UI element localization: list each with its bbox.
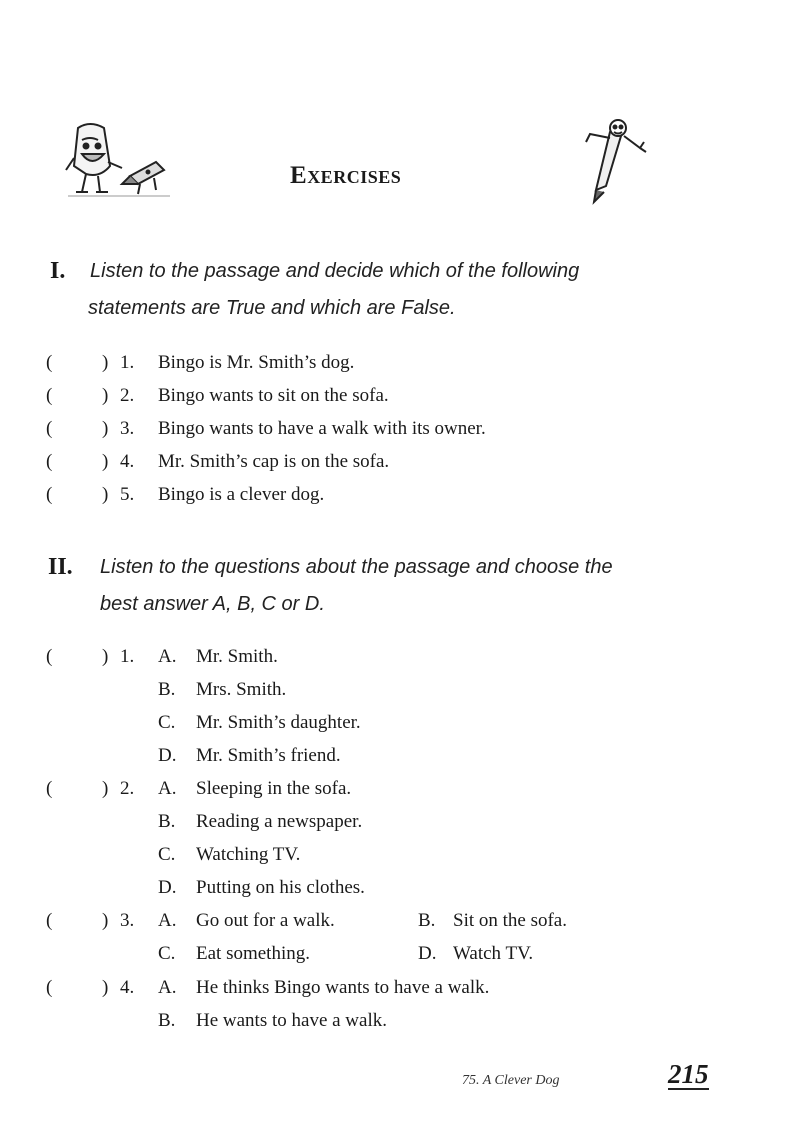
tf-item-4: ( ) 4. Mr. Smith’s cap is on the sofa. [46, 451, 390, 472]
mc-q1-option-b: B. Mrs. Smith. [158, 679, 287, 700]
page-number: 215 [668, 1059, 709, 1089]
section-1-number: I. [50, 258, 66, 284]
mc-question-3: ( ) 3. A. Go out for a walk. B. Sit on the sofa. [46, 910, 567, 931]
tf-item-2: ( ) 2. Bingo wants to sit on the sofa. [46, 385, 389, 406]
section-2-number: II. [48, 554, 73, 580]
page-title: EXERCISES [290, 162, 402, 189]
mc-q1-option-c: C. Mr. Smith’s daughter. [158, 712, 361, 733]
section-2-instruction-line-1: Listen to the questions about the passage and choose the [100, 556, 613, 578]
section-1-instruction-line-2: statements are True and which are False. [88, 297, 456, 319]
tf-item-3: ( ) 3. Bingo wants to have a walk with its owner. [46, 418, 486, 439]
cartoon-pencil-icon [584, 112, 654, 206]
footer-lesson-title: 75. A Clever Dog [462, 1073, 560, 1088]
mc-q2-option-c: C. Watching TV. [158, 844, 301, 865]
mc-q4-option-b: B. He wants to have a walk. [158, 1010, 387, 1031]
mc-question-4: ( ) 4. A. He thinks Bingo wants to have a walk. [46, 977, 490, 998]
section-1-instruction-line-1: Listen to the passage and decide which of the following [90, 260, 580, 282]
tf-item-1: ( ) 1. Bingo is Mr. Smith’s dog. [46, 352, 355, 373]
tf-item-5: ( ) 5. Bingo is a clever dog. [46, 484, 325, 505]
mc-q3-options-cd: C. Eat something. D. Watch TV. [158, 943, 534, 964]
mc-question-1: ( ) 1. A. Mr. Smith. [46, 646, 278, 667]
cartoon-laughing-figure-icon [60, 118, 180, 200]
section-2-instruction-line-2: best answer A, B, C or D. [100, 593, 325, 615]
mc-q1-option-d: D. Mr. Smith’s friend. [158, 745, 341, 766]
mc-question-2: ( ) 2. A. Sleeping in the sofa. [46, 778, 352, 799]
mc-q2-option-b: B. Reading a newspaper. [158, 811, 363, 832]
mc-q2-option-d: D. Putting on his clothes. [158, 877, 365, 898]
